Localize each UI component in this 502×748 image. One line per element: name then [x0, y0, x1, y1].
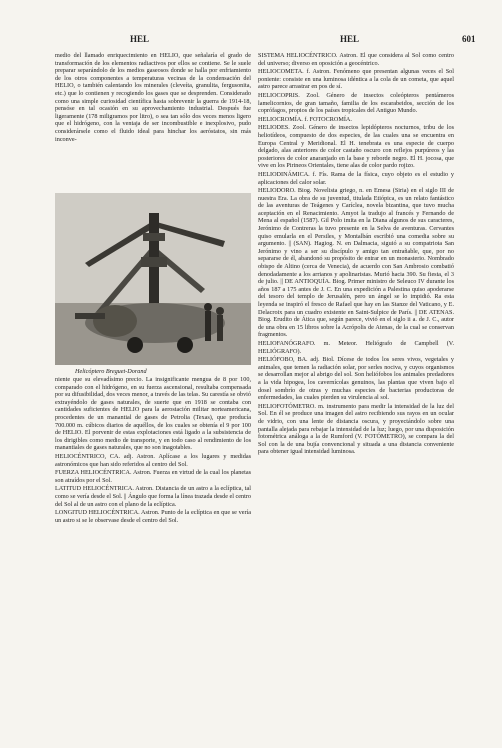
entry-latitud-heliocentrica: LATITUD HELIOCÉNTRICA. Astron. Distancia de un astro a la eclíptica, tal como se vería desde el Sol. || Ángulo que forma la línea trazada desde el centro del Sol al de un astro con el plano de la eclíptica. [55, 485, 251, 508]
entry-sistema-heliocentrico: SISTEMA HELIOCÉNTRICO. Astron. El que considera al Sol como centro del universo; diverso en oposición a geocéntrico. [258, 52, 454, 67]
running-header [0, 34, 502, 48]
entry-heliofobo: HELIÓFOBO, BA. adj. Biol. Dícese de todos los seres vivos, vegetales y animales, que temen la radiación solar, por serles nociva, y cuyos organismos se desarrollan mejor al abrigo del sol. Son heliófobos los animales predadores a la vida hipogea, los cavernícolas genuinos, las plantas que viven bajo el dosel sombrío de otras y muchas especies de bacterias productoras de enfermedades, las cuales pierden su virulencia al sol. [258, 356, 454, 402]
helicopter-photo [55, 193, 251, 365]
entry-heliocometa: HELIOCOMETA. f. Astron. Fenómeno que presentan algunas veces el Sol poniente: consiste en una luminosa idéntica a la cola de un cometa, que aquel astro parece arrastrar en pos de sí. [258, 68, 454, 91]
entry-heliocopris: HELIOCOPRIS. Zool. Género de insectos coleópteros pentámeros lamelicornios, de gran tamaño, familia de los escarabeidos, sección de los coprófagos, propios de los países tropicales del Antiguo Mundo. [258, 91, 454, 115]
figure-caption: Helicóptero Breguet-Dorand [75, 368, 147, 375]
page-number: 601 [462, 34, 476, 44]
header-right-word: HEL [340, 34, 360, 44]
paragraph: medio del llamado enriquecimiento en HELIO, que señalaría el grado de transformación de los elementos radiactivos por ellos se contiene. Se le suele preparar separándolo de los medios gaseosos donde se halla por enfriamiento de los otros componentes a temperaturas vecinas de la condensación del HELIO, o también calentando los minerales (cleveíta, granulita, fergusonita, etc.) que lo contienen y recogiendo los gases que se desprenden. Considerado como una simple curiosidad científica hasta sobrevenir la guerra de 1914-18, pensóse en tal ocasión en su aprovechamiento industrial. Después fue ligeramente (178 miligramos por litro), o sea tan sólo dos veces menos ligero que el hidrógeno, con la ventaja de ser incombustible e inexplosivo, pudo considerársele como el fluido ideal para hinchar los aeróstatos, sin más inconve- [55, 52, 251, 143]
header-left-word: HEL [130, 34, 150, 44]
entry-heliodoro: HELIODORO. Biog. Novelista griego, n. en Emesa (Siria) en el siglo III de nuestra Era. La obra de su juventud, titulada Etiópica, es un relato fantástico de las aventuras de Teágenes y Caríclea, novela bizantina, que tuvo mucha aceptación en el Renacimiento. Amyot la tradujo al francés y Fernando de Mena al español (1587). Gil Polo imita en la Diana algunos de sus caracteres, Jerónimo de Contreras la tuvo presente en la Selva de aventuras. Cervantes quiso emularla en el Persiles, y Montalbán escribió una comedia sobre su argumento. || (SAN). Hagiog. N. en Dalmacia, siguió a su compatriota San Jerónimo y vino a ser su discípulo y amigo tan entrañable, que, por no separarse de él, abandonó su propósito de entrar en un monasterio. Nombrado obispo de Altino (cerca de Venecia), de acuerdo con San Ambrosio combatió denodadamente a los arrianos y apolinaristas. Murió hacia 390. Su fiesta, el 3 de julio. || DE ANTIOQUÍA. Biog. Primer ministro de Seleuco IV durante los años 187 a 175 antes de J. C. En una expedición a Palestina quiso apoderarse del tesoro del templo de Jerusalén, pero un ángel se lo impidió. Ra esta leyenda se inspiró el fresco de Rafael que hay en las Stanze del Vaticano, y E. Delacroix para un cuadro existente en Saint-Sulpice de París. || DE ATENAS. Biog. Erudito de Ática que, según parece, vivió en el siglo ii a. de J. C., autor de una obra en 15 libros sobre la Acrópolis de Atenas, de la cual se conservan fragmentos. [258, 187, 454, 339]
paragraph: niente que su elevadísimo precio. La insignificante mengua de 8 por 100, comparado con el hidrógeno, en su fuerza ascensional, resultaba compensada por su difusibilidad, dos veces menor, a través de las telas. Su carestía se obvió extrayéndolo de gases naturales, de suerte que en 1918 se contaba con cantidades suficientes de HELIO para la aerostación militar norteamericana, procedentes de un manantial de gases de Petrolia (Texas), que producía 700.000 m. cúbicos diarios de aquéllos, de los cuales se obtenía el 9 por 100 de HELIO. El porvenir de estas explotaciones está ligado a la subsistencia de los dirigibles como medio de transporte, y en todo caso al rendimiento de los manantiales de gases naturales, que no son inagotables. [55, 376, 251, 452]
entry-heliodinamica: HELIODINÁMICA. f. Fís. Rama de la física, cuyo objeto es el estudio y aplicaciones del calor solar. [258, 170, 454, 186]
entry-fuerza-heliocentrica: FUERZA HELIOCÉNTRICA. Astron. Fuerza en virtud de la cual los planetas son atraídos por el Sol. [55, 469, 251, 484]
left-column-continued [55, 376, 251, 525]
entry-heliocromia: HELIOCROMÍA. f. FOTOCROMÍA. [258, 115, 352, 123]
entry-heliofotometro: HELIOFOTÓMETRO. m. instrumento para medir la intensidad de la luz del Sol. En él se produce una imagen del astro recibiendo sus rayos en un ocular de vidrio, con una lente de distancia oscura, y proyectándolo sobre una pantalla alejada para rebajar la intensidad de la luz; luego, por una disposición fotométrica análoga a la de Rumford (V. FOTÓMETRO), se compara la del Sol con la de una bujía convencional y situada a una distancia conveniente para obtener igual intensidad luminosa. [258, 402, 454, 456]
entry-heliofanografo: HELIOFANÓGRAFO. m. Meteor. Heliógrafo de Campbell (V. HELIÓGRAFO). [258, 339, 454, 355]
entry-longitud-heliocentrica: LONGITUD HELIOCÉNTRICA. Astron. Punto de la eclíptica en que se vería un astro si se le observase desde el centro del Sol. [55, 509, 251, 524]
left-column [55, 52, 251, 144]
left-column-top-text [55, 52, 251, 143]
right-column [258, 52, 454, 457]
entry-heliocentrico: HELIOCÉNTRICO, CA. adj. Astron. Aplícase a los lugares y medidas astronómicos que han sido referidos al centro del Sol. [55, 452, 251, 468]
entry-heliodes: HELIODES. Zool. Género de insectos lepidópteros nocturnos, tribu de los heliotídeos, compuesto de dos especies, de las cuales una se encuentra en Europa Central y Meridional. El H. tenebrata es una especie de cuerpo delgado, alas anteriores de color castaño oscuro con reflejos purpúreos y las posteriores de color anaranjado en la base y reborde negro. El H. jocosa, que vive en los Pirineos Orientales, tiene alas de color pardo rojizo. [258, 124, 454, 170]
helicopter-illustration [55, 193, 251, 365]
